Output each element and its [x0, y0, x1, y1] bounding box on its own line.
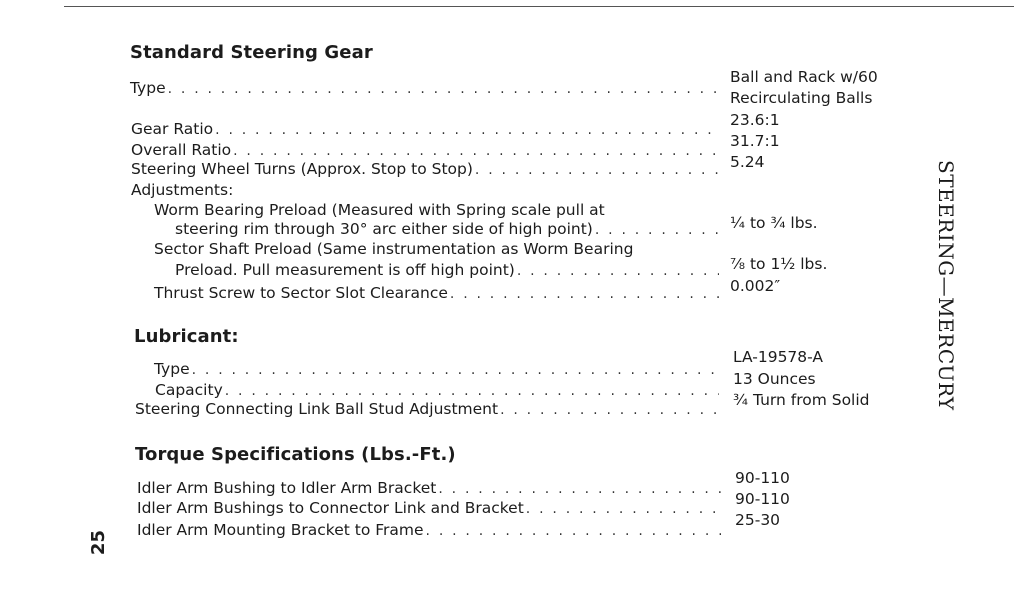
side-chapter-heading: STEERING—MERCURY [934, 160, 958, 411]
spec-value-wheel-turns: 5.24 [730, 153, 765, 171]
spec-label: Preload. Pull measurement is off high point) [175, 261, 515, 279]
section-title-torque-specifications: Torque Specifications (Lbs.-Ft.) [135, 444, 456, 465]
worm-preload-line1: Worm Bearing Preload (Measured with Spring scale pull at [154, 201, 605, 219]
spec-label: Idler Arm Mounting Bracket to Frame [137, 521, 424, 539]
section-title-lubricant: Lubricant: [134, 326, 239, 347]
spec-row-capacity [155, 380, 721, 401]
top-rule [64, 6, 1014, 7]
spec-label: Steering Connecting Link Ball Stud Adjustment [135, 400, 499, 418]
leader-dots [225, 381, 719, 401]
spec-label: Thrust Screw to Sector Slot Clearance [154, 284, 448, 302]
spec-row-thrust-screw [154, 283, 721, 304]
leader-dots [475, 160, 719, 180]
spec-label: Type [130, 79, 166, 97]
leader-dots [233, 141, 719, 161]
spec-label: Idler Arm Bushing to Idler Arm Bracket [137, 479, 437, 497]
leader-dots [526, 499, 721, 519]
spec-row-link-ball-stud [135, 399, 721, 420]
leader-dots [450, 284, 719, 304]
spec-row-torque-1 [137, 478, 723, 499]
spec-value-thrust-screw: 0.002″ [730, 277, 781, 295]
spec-value-gear-ratio: 23.6:1 [730, 111, 780, 129]
spec-label: Overall Ratio [131, 141, 232, 159]
spec-row-sector-preload [175, 260, 721, 281]
sector-preload-line1: Sector Shaft Preload (Same instrumentation as Worm Bearing [154, 240, 634, 258]
spec-row-worm-preload [175, 219, 721, 240]
spec-row-type [130, 78, 718, 99]
leader-dots [500, 400, 719, 420]
spec-value-sector-preload: ⅞ to 1½ lbs. [730, 255, 828, 273]
spec-row-wheel-turns [131, 159, 721, 180]
spec-value-lubricant-type: LA-19578-A [733, 348, 824, 366]
spec-value-torque-2: 90-110 [735, 490, 790, 508]
section-title-standard-steering-gear: Standard Steering Gear [130, 42, 373, 63]
leader-dots [215, 120, 719, 140]
spec-value-worm-preload: ¼ to ¾ lbs. [730, 214, 818, 232]
spec-label: Gear Ratio [131, 120, 214, 138]
page-number: 25 [88, 530, 109, 556]
spec-label: Type [154, 360, 190, 378]
spec-label: steering rim through 30° arc either side of high point) [175, 220, 593, 238]
spec-label: Steering Wheel Turns (Approx. Stop to Stop) [131, 160, 473, 178]
spec-value-type-line2: Recirculating Balls [730, 89, 873, 107]
spec-value-torque-3: 25-30 [735, 511, 781, 529]
spec-row-overall-ratio [131, 140, 721, 161]
leader-dots [168, 79, 716, 99]
leader-dots [595, 220, 719, 240]
spec-value-overall-ratio: 31.7:1 [730, 132, 780, 150]
leader-dots [192, 360, 719, 380]
spec-row-torque-3 [137, 520, 723, 541]
spec-label: Capacity [155, 381, 223, 399]
spec-row-torque-2 [137, 498, 723, 519]
adjustments-heading: Adjustments: [131, 181, 234, 199]
spec-value-capacity: 13 Ounces [733, 370, 816, 388]
leader-dots [426, 521, 721, 541]
leader-dots [438, 479, 721, 499]
leader-dots [517, 261, 719, 281]
spec-value-link-ball-stud: ¾ Turn from Solid [733, 391, 870, 409]
spec-row-lubricant-type [154, 359, 721, 380]
spec-value-torque-1: 90-110 [735, 469, 790, 487]
spec-value-type-line1: Ball and Rack w/60 [730, 68, 878, 86]
spec-row-gear-ratio [131, 119, 721, 140]
spec-label: Idler Arm Bushings to Connector Link and Bracket [137, 499, 524, 517]
